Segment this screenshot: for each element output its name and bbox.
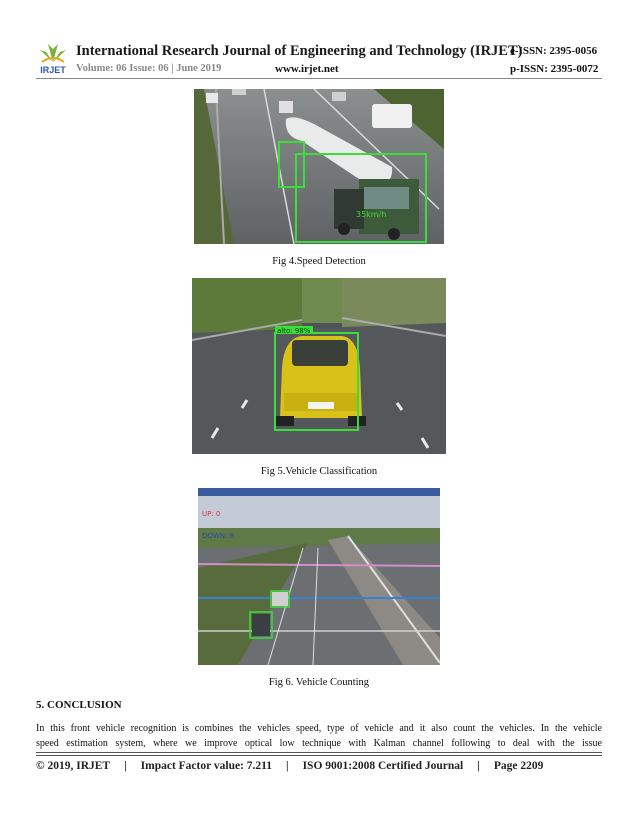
- footer-separator: |: [286, 760, 289, 772]
- page-footer: [36, 760, 602, 772]
- eissn: e-ISSN: 2395-0056: [510, 45, 598, 57]
- counter-down-label: DOWN: 8: [202, 532, 235, 540]
- classification-label: alto: 98%: [277, 327, 311, 335]
- figure-4-caption: Fig 4.Speed Detection: [272, 256, 366, 267]
- section-heading: 5. CONCLUSION: [36, 699, 122, 711]
- figure-vehicle-counting: [198, 488, 440, 665]
- paragraph-line: speed estimation system, where we improve optical low technique with Kalman channel following to deal with the issue: [36, 738, 602, 749]
- figure-vehicle-classification: [192, 278, 446, 454]
- footer-rule: [36, 752, 602, 753]
- paragraph-line: In this front vehicle recognition is combines the vehicles speed, type of vehicle and it also count the vehicles. In the vehicle: [36, 723, 602, 734]
- footer-page-number: Page 2209: [493, 760, 544, 772]
- figure-speed-detection: [194, 89, 444, 244]
- logo-text: IRJET: [40, 65, 66, 75]
- irjet-logo: [36, 40, 70, 76]
- conclusion-paragraph: [36, 721, 602, 751]
- journal-website: www.irjet.net: [275, 63, 339, 75]
- figure-5-caption: Fig 5.Vehicle Classification: [260, 466, 378, 477]
- speed-label: 35km/h: [356, 210, 387, 219]
- footer-iso: ISO 9001:2008 Certified Journal: [302, 760, 464, 772]
- footer-impact-factor: Impact Factor value: 7.211: [140, 760, 273, 772]
- volume-issue: Volume: 06 Issue: 06 | June 2019: [76, 63, 222, 74]
- pissn: p-ISSN: 2395-0072: [510, 63, 599, 75]
- footer-copyright: © 2019, IRJET: [36, 760, 111, 772]
- header-rule: [36, 78, 602, 79]
- footer-rule: [36, 755, 602, 756]
- footer-separator: |: [124, 760, 127, 772]
- figure-6-caption: Fig 6. Vehicle Counting: [268, 677, 370, 688]
- journal-title: International Research Journal of Engineering and Technology (IRJET): [76, 43, 523, 59]
- footer-separator: |: [477, 760, 480, 772]
- counter-up-label: UP: 0: [202, 510, 221, 518]
